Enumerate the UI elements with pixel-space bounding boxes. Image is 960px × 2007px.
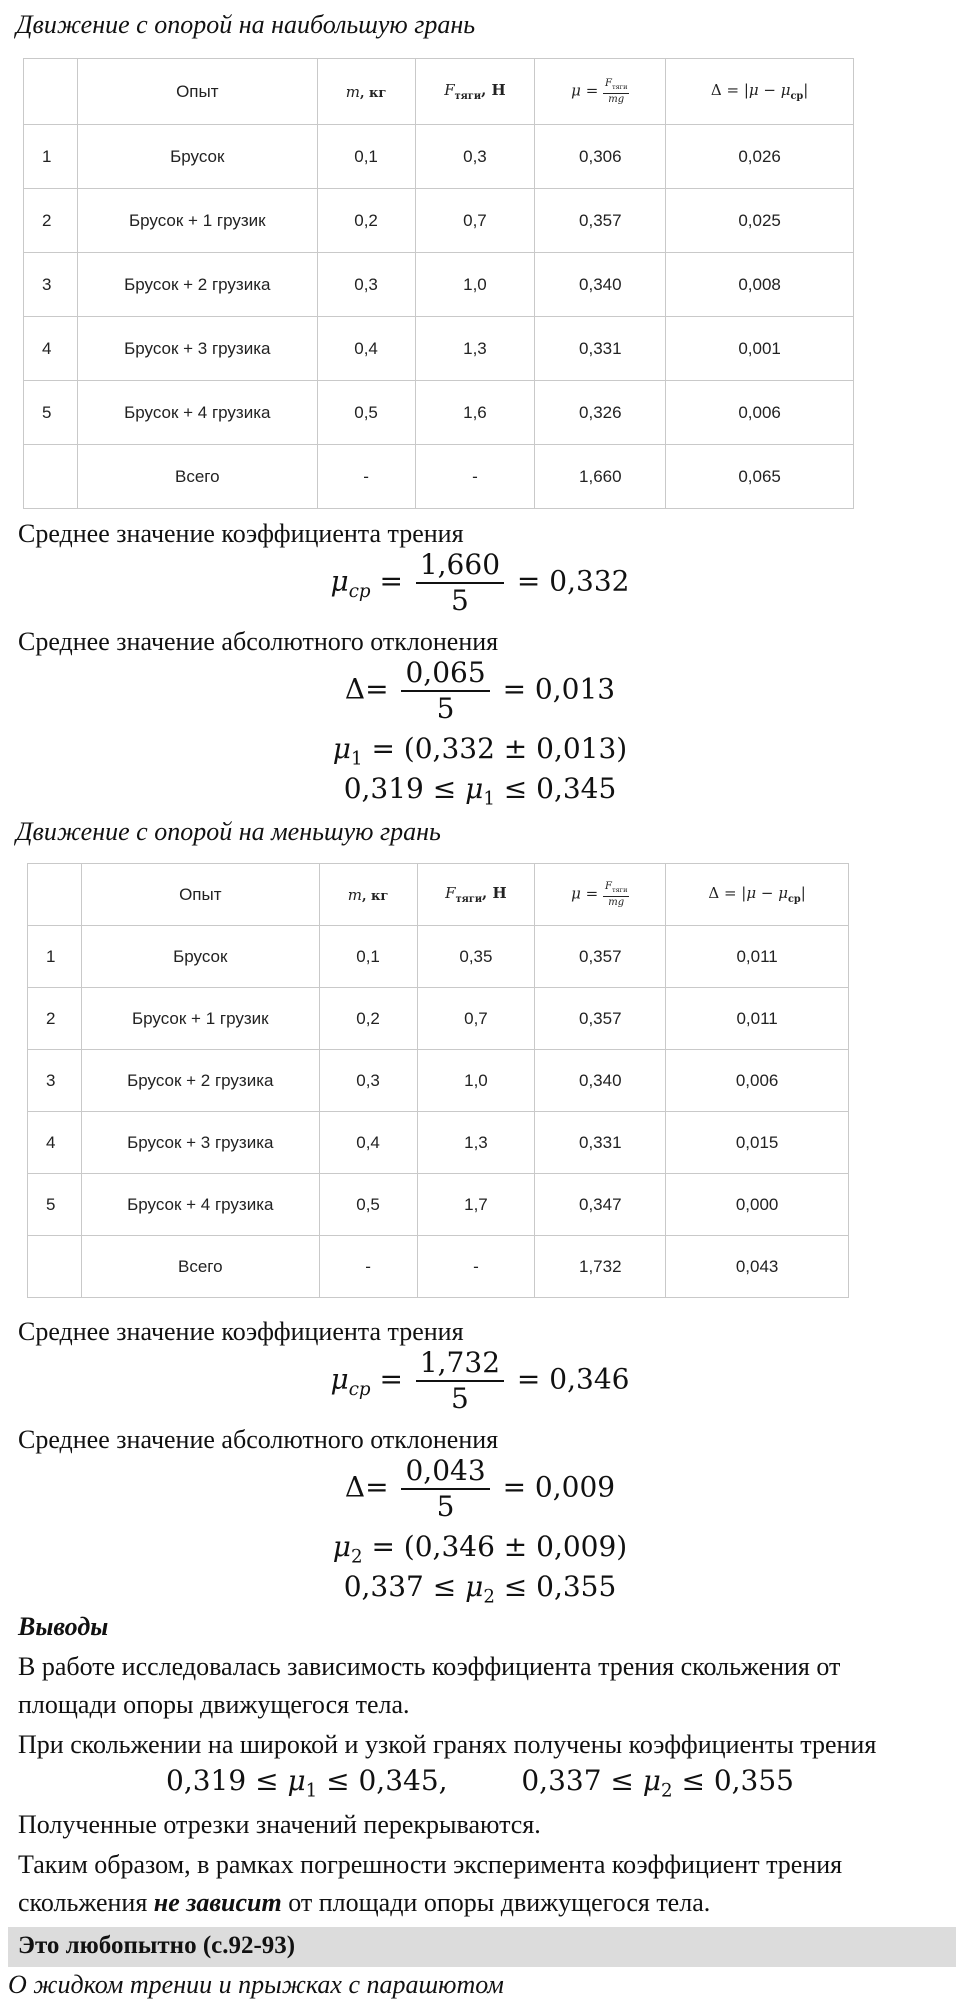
dev-denominator-2: 5 <box>436 1490 455 1523</box>
dev-numerator-2: 0,043 <box>401 1454 489 1490</box>
cell-mu: 0,357 <box>535 988 666 1050</box>
table-row <box>28 988 849 1050</box>
header-delta: $\Delta = |\mu - \mu_{ср}|$ <box>666 864 849 926</box>
conclusion-p5 <box>18 1884 710 1922</box>
cell-number: 1 <box>24 125 78 189</box>
header-delta: $\Delta = |\mu - \mu_{ср}|$ <box>666 59 854 125</box>
cell-experiment: Брусок + 1 грузик <box>77 189 317 253</box>
cell-mass: - <box>319 1236 417 1298</box>
mean-denominator-2: 5 <box>451 1382 469 1415</box>
mu1-range: $0,319 \le \mu_1 \le 0,345$ <box>343 772 617 810</box>
table-header-row <box>28 864 849 926</box>
cell-mass: 0,2 <box>319 988 417 1050</box>
dev-formula-1 <box>0 656 960 726</box>
cell-experiment: Брусок + 3 грузика <box>81 1112 319 1174</box>
cell-mass: 0,1 <box>319 926 417 988</box>
mean-label-1: Среднее значение коэффициента трения <box>18 519 464 548</box>
r1-right: ≤ 0,345, <box>317 1764 448 1797</box>
mean-result-1: = 0,332 <box>516 564 630 598</box>
header-force: $F_{тяги}$, Н <box>415 59 535 125</box>
cell-number: 4 <box>28 1112 82 1174</box>
mu1-interval: $\mu_1 = (0,332 \pm 0,013)$ <box>332 732 628 770</box>
table-row <box>24 253 854 317</box>
mu2-sub: 2 <box>350 1546 363 1568</box>
r1-sub: 1 <box>305 1780 318 1802</box>
cell-force: - <box>415 445 535 509</box>
mu1-range-sub: 1 <box>483 788 495 810</box>
cell-mass: 0,1 <box>317 125 415 189</box>
cell-experiment: Брусок + 4 грузика <box>77 381 317 445</box>
header-experiment: Опыт <box>77 59 317 125</box>
cell-experiment: Брусок + 2 грузика <box>81 1050 319 1112</box>
cell-mu: 0,347 <box>535 1174 666 1236</box>
cell-number: 2 <box>28 988 82 1050</box>
r2-sub: 2 <box>660 1780 673 1802</box>
dev-formula-2 <box>0 1454 960 1524</box>
cell-experiment: Брусок + 2 грузика <box>77 253 317 317</box>
header-experiment: Опыт <box>81 864 319 926</box>
cell-delta: 0,006 <box>666 1050 849 1112</box>
header-force: $F_{тяги}$, Н <box>417 864 535 926</box>
cell-mu: 1,732 <box>535 1236 666 1298</box>
p5-end: от площади опоры движущегося тела. <box>281 1888 711 1917</box>
mean-formula-1: $\mu_{ср}$ = $\frac{1,660}{5}$ = 0,332 <box>330 548 630 617</box>
section1-title: Движение с опорой на наибольшую грань <box>16 10 476 39</box>
mean-numerator-1: 1,660 <box>416 548 504 584</box>
cell-mu: 0,331 <box>535 1112 666 1174</box>
p5-emphasis: не зависит <box>153 1888 282 1917</box>
cell-number <box>24 445 78 509</box>
conclusion-p4: Таким образом, в рамках погрешности эксперимента коэффициент трения <box>18 1850 843 1879</box>
cell-delta: 0,015 <box>666 1112 849 1174</box>
cell-force: 1,0 <box>417 1050 535 1112</box>
header-num <box>28 864 82 926</box>
table-row <box>28 1112 849 1174</box>
mu2-interval: $\mu_2 = (0,346 \pm 0,009)$ <box>332 1530 628 1568</box>
p5-start: скольжения <box>18 1888 154 1917</box>
dev-label-2: Среднее значение абсолютного отклонения <box>18 1425 499 1454</box>
dev-denominator-1: 5 <box>436 692 455 725</box>
cell-mass: 0,4 <box>319 1112 417 1174</box>
mean-result-2: = 0,346 <box>516 1362 630 1396</box>
cell-force: 1,3 <box>417 1112 535 1174</box>
cell-experiment: Брусок + 1 грузик <box>81 988 319 1050</box>
table-row <box>24 125 854 189</box>
cell-number: 3 <box>24 253 78 317</box>
cell-force: 0,35 <box>417 926 535 988</box>
cell-number: 3 <box>28 1050 82 1112</box>
cell-number <box>28 1236 82 1298</box>
cell-mu: 0,340 <box>535 1050 666 1112</box>
cell-delta: 0,065 <box>666 445 854 509</box>
cell-mass: - <box>317 445 415 509</box>
cell-mu: 0,326 <box>535 381 666 445</box>
cell-force: 0,7 <box>417 988 535 1050</box>
conclusion-p3: Полученные отрезки значений перекрываются. <box>18 1810 541 1839</box>
cell-mu: 0,306 <box>535 125 666 189</box>
mu1-range-right: ≤ 0,345 <box>494 772 617 805</box>
r2-left: 0,337 ≤ <box>521 1764 643 1797</box>
cell-delta: 0,008 <box>666 253 854 317</box>
cell-mu: 0,357 <box>535 926 666 988</box>
section-bar-title: Это любопытно (с.92-93) <box>18 1932 296 1959</box>
conclusions-title: Выводы <box>18 1612 109 1641</box>
cell-mu: 1,660 <box>535 445 666 509</box>
table-row <box>28 1050 849 1112</box>
cell-mass: 0,4 <box>317 317 415 381</box>
cell-experiment: Брусок <box>81 926 319 988</box>
cell-mass: 0,3 <box>317 253 415 317</box>
cell-force: - <box>417 1236 535 1298</box>
mu1-range-left: 0,319 ≤ <box>343 772 466 805</box>
mu2-range-right: ≤ 0,355 <box>494 1570 617 1603</box>
table-row <box>24 317 854 381</box>
cell-number: 2 <box>24 189 78 253</box>
dev-lhs-2: Δ= <box>344 1470 389 1504</box>
cell-mass: 0,5 <box>317 381 415 445</box>
table-row <box>28 1236 849 1298</box>
section-bar <box>8 1927 956 1967</box>
dev-lhs-1: Δ= <box>344 672 389 706</box>
cell-force: 1,0 <box>415 253 535 317</box>
r1-left: 0,319 ≤ <box>166 1764 288 1797</box>
cell-experiment: Брусок + 4 грузика <box>81 1174 319 1236</box>
table-row <box>24 381 854 445</box>
cell-force: 1,3 <box>415 317 535 381</box>
mean-denominator-1: 5 <box>451 584 469 617</box>
cell-mass: 0,3 <box>319 1050 417 1112</box>
cell-delta: 0,011 <box>666 926 849 988</box>
table-section2 <box>27 863 849 1298</box>
header-mass: m, кг <box>317 59 415 125</box>
cell-force: 0,7 <box>415 189 535 253</box>
cell-delta: 0,001 <box>666 317 854 381</box>
mu2-range: $0,337 \le \mu_2 \le 0,355$ <box>343 1570 617 1608</box>
table-row <box>24 445 854 509</box>
cell-experiment: Брусок + 3 грузика <box>77 317 317 381</box>
dev-result-2: = 0,009 <box>502 1470 616 1504</box>
mu2-rest: = (0,346 ± 0,009) <box>362 1530 628 1563</box>
footer-subtitle: О жидком трении и прыжках с парашютом <box>8 1970 504 1999</box>
cell-experiment: Всего <box>81 1236 319 1298</box>
section2-title: Движение с опорой на меньшую грань <box>16 817 441 846</box>
mean-numerator-2: 1,732 <box>416 1346 504 1382</box>
cell-experiment: Брусок <box>77 125 317 189</box>
table-section1 <box>23 58 854 509</box>
dev-result-1: = 0,013 <box>502 672 616 706</box>
conclusion-p1a: В работе исследовалась зависимость коэффициента трения скольжения от <box>18 1652 841 1681</box>
cell-delta: 0,043 <box>666 1236 849 1298</box>
cell-delta: 0,006 <box>666 381 854 445</box>
conclusion-p2: При скольжении на широкой и узкой гранях получены коэффициенты трения <box>18 1730 877 1759</box>
r2-right: ≤ 0,355 <box>672 1764 794 1797</box>
cell-mass: 0,5 <box>319 1174 417 1236</box>
conclusion-p1b: площади опоры движущегося тела. <box>18 1690 410 1719</box>
cell-force: 0,3 <box>415 125 535 189</box>
cell-experiment: Всего <box>77 445 317 509</box>
cell-delta: 0,025 <box>666 189 854 253</box>
table-row <box>28 926 849 988</box>
cell-mu: 0,357 <box>535 189 666 253</box>
header-mu: μ = $\frac{F_{тяги}}{mg}$ <box>535 59 666 125</box>
cell-force: 1,6 <box>415 381 535 445</box>
mu2-range-left: 0,337 ≤ <box>343 1570 466 1603</box>
cell-delta: 0,000 <box>666 1174 849 1236</box>
cell-number: 4 <box>24 317 78 381</box>
cell-mass: 0,2 <box>317 189 415 253</box>
cell-delta: 0,011 <box>666 988 849 1050</box>
header-num <box>24 59 78 125</box>
header-mass: m, кг <box>319 864 417 926</box>
table-row <box>24 189 854 253</box>
cell-number: 1 <box>28 926 82 988</box>
cell-mu: 0,340 <box>535 253 666 317</box>
cell-delta: 0,026 <box>666 125 854 189</box>
cell-number: 5 <box>28 1174 82 1236</box>
dev-numerator-1: 0,065 <box>401 656 489 692</box>
cell-mu: 0,331 <box>535 317 666 381</box>
header-mu: μ = $\frac{F_{тяги}}{mg}$ <box>535 864 666 926</box>
mean-formula-2: $\mu_{ср}$ = $\frac{1,732}{5}$ = 0,346 <box>330 1346 630 1415</box>
mean-label-2: Среднее значение коэффициента трения <box>18 1317 464 1346</box>
table-header-row <box>24 59 854 125</box>
conclusion-ranges: $0,319 \le \mu_1 \le 0,345$, $0,337 \le \mu_2 \le 0,355$ <box>166 1764 794 1802</box>
table-row <box>28 1174 849 1236</box>
cell-number: 5 <box>24 381 78 445</box>
mu1-sub: 1 <box>350 748 363 770</box>
mu1-rest: = (0,332 ± 0,013) <box>362 732 628 765</box>
cell-force: 1,7 <box>417 1174 535 1236</box>
dev-label-1: Среднее значение абсолютного отклонения <box>18 627 499 656</box>
mu2-range-sub: 2 <box>483 1586 495 1608</box>
